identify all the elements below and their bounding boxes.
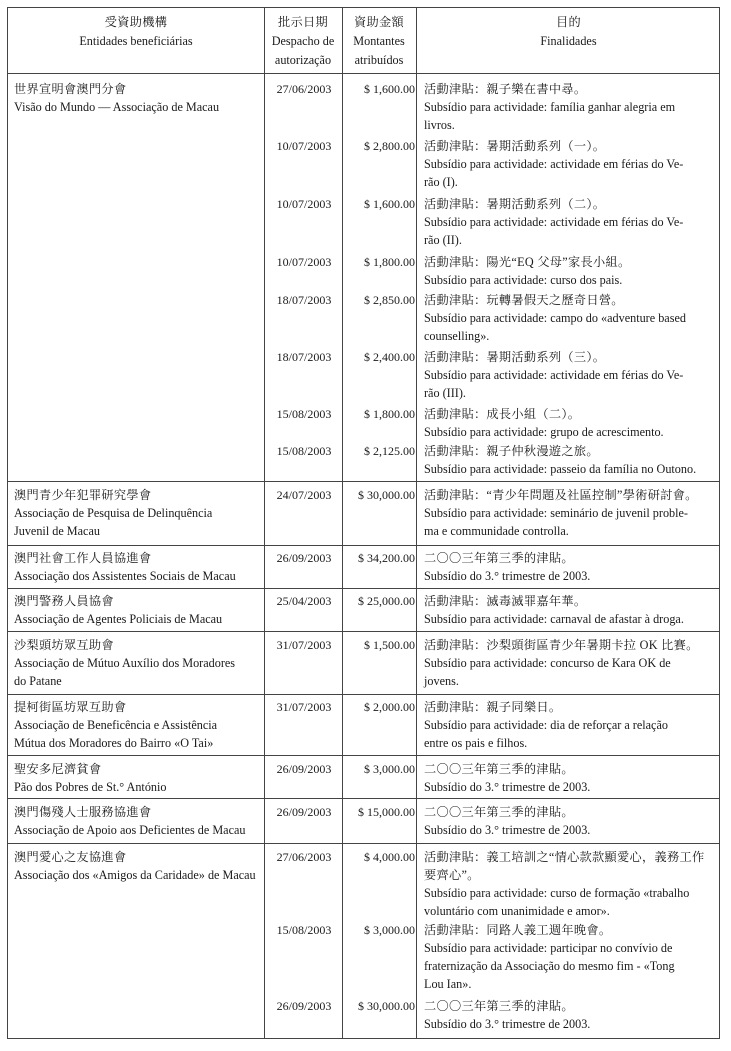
header-entity-zh: 受資助機構 (104, 15, 168, 29)
entity-name-pt: Associação dos Assistentes Sociais de Macau (14, 569, 236, 583)
grant-purpose: Subsídio para actividade: curso de formação «trabalho (424, 886, 690, 900)
entity-name-pt: Mútua dos Moradores do Bairro «O Tai» (14, 736, 214, 750)
grant-purpose: livros. (424, 118, 455, 132)
grant-purpose: Subsídio do 3.° trimestre de 2003. (424, 823, 591, 837)
grant-amount: $ 25,000.00 (358, 594, 415, 608)
header-divider (8, 73, 719, 74)
grant-purpose: 活動津貼：親子同樂日。 (424, 700, 562, 714)
grant-date: 25/04/2003 (276, 594, 332, 608)
entity-name-zh: 澳門傷殘人士服務協進會 (14, 805, 152, 819)
row-divider (8, 755, 719, 756)
grant-purpose: rão (I). (424, 175, 458, 189)
grant-amount: $ 4,000.00 (364, 850, 415, 864)
entity-name-pt: Pão dos Pobres de St.° António (14, 780, 167, 794)
row-divider (8, 631, 719, 632)
grant-amount: $ 2,850.00 (364, 293, 415, 307)
grant-purpose: ma e communidade controlla. (424, 524, 569, 538)
grants-table (7, 7, 720, 1039)
header-amount-pt-1: Montantes (353, 34, 405, 48)
grant-purpose: Subsídio do 3.° trimestre de 2003. (424, 569, 591, 583)
grant-purpose: Subsídio para actividade: seminário de juvenil proble- (424, 506, 688, 520)
grant-purpose: 活動津貼：暑期活動系列（三）。 (424, 350, 606, 364)
row-divider (8, 545, 719, 546)
grant-purpose: Subsídio para actividade: dia de reforçar a relação (424, 718, 668, 732)
grant-date: 10/07/2003 (276, 139, 332, 153)
column-divider (416, 8, 417, 1038)
grant-purpose: 活動津貼：滅毒滅罪嘉年華。 (424, 594, 587, 608)
header-date-pt-1: Despacho de (271, 34, 335, 48)
row-divider (8, 843, 719, 844)
grant-amount: $ 30,000.00 (358, 488, 415, 502)
header-purpose-pt: Finalidades (540, 34, 597, 48)
entity-name-zh: 沙梨頭坊眾互助會 (14, 638, 114, 652)
grant-purpose: Subsídio para actividade: concurso de Kara OK de (424, 656, 671, 670)
header-date-zh: 批示日期 (278, 15, 328, 29)
grant-amount: $ 2,125.00 (364, 444, 415, 458)
grant-purpose: rão (III). (424, 386, 466, 400)
grant-date: 31/07/2003 (276, 700, 332, 714)
entity-name-pt: Associação de Mútuo Auxílio dos Moradores (14, 656, 236, 670)
entity-name-pt: Associação dos «Amigos da Caridade» de Macau (14, 868, 256, 882)
header-purpose-zh: 目的 (556, 15, 581, 29)
grant-purpose: counselling». (424, 329, 490, 343)
grant-purpose: 活動津貼：沙梨頭街區青少年暑期卡拉 OK 比賽。 (424, 638, 699, 652)
grant-amount: $ 1,600.00 (364, 82, 415, 96)
header-date-pt-2: autorização (274, 53, 332, 67)
grant-purpose: 要齊心”。 (424, 868, 480, 882)
grant-amount: $ 1,800.00 (364, 407, 415, 421)
grant-purpose: 活動津貼：陽光“EQ 父母”家長小組。 (424, 255, 631, 269)
entity-name-zh: 聖安多尼濟貧會 (14, 762, 102, 776)
grant-amount: $ 15,000.00 (358, 805, 415, 819)
grant-date: 24/07/2003 (276, 488, 332, 502)
grant-date: 26/09/2003 (276, 999, 332, 1013)
grant-purpose: Subsídio para actividade: passeio da família no Outono. (424, 462, 697, 476)
entity-name-pt: do Patane (14, 674, 62, 688)
grant-purpose: rão (II). (424, 233, 462, 247)
header-amount-zh: 資助金額 (354, 15, 404, 29)
grant-date: 10/07/2003 (276, 255, 332, 269)
column-divider (264, 8, 265, 1038)
grant-purpose: Subsídio para actividade: participar no convívio de (424, 941, 673, 955)
grant-purpose: 活動津貼：同路人義工週年晚會。 (424, 923, 612, 937)
grant-amount: $ 2,800.00 (364, 139, 415, 153)
grant-amount: $ 30,000.00 (358, 999, 415, 1013)
entity-name-pt: Associação de Agentes Policiais de Macau (14, 612, 223, 626)
row-divider (8, 694, 719, 695)
grant-purpose: entre os pais e filhos. (424, 736, 528, 750)
entity-name-zh: 澳門青少年犯罪研究學會 (14, 488, 152, 502)
grant-date: 31/07/2003 (276, 638, 332, 652)
column-divider (342, 8, 343, 1038)
grant-amount: $ 34,200.00 (358, 551, 415, 565)
grant-purpose: 活動津貼：“青少年問題及社區控制”學術研討會。 (424, 488, 698, 502)
grant-purpose: 活動津貼：親子仲秋漫遊之旅。 (424, 444, 599, 458)
entity-name-pt: Associação de Pesquisa de Delinquência (14, 506, 213, 520)
grant-date: 26/09/2003 (276, 805, 332, 819)
grant-purpose: 二〇〇三年第三季的津貼。 (424, 762, 574, 776)
grant-purpose: 活動津貼：義工培訓之“情心款款顯愛心，義務工作 (424, 850, 705, 864)
grant-amount: $ 1,500.00 (364, 638, 415, 652)
grant-purpose: fraternização da Associação do mesmo fim - «Tong (424, 959, 675, 973)
entity-name-pt: Juvenil de Macau (14, 524, 100, 538)
grant-amount: $ 2,000.00 (364, 700, 415, 714)
row-divider (8, 588, 719, 589)
entity-name-zh: 澳門社會工作人員協進會 (14, 551, 152, 565)
grant-date: 15/08/2003 (276, 444, 332, 458)
grant-purpose: 活動津貼：玩轉暑假天之歷奇日營。 (424, 293, 624, 307)
header-amount-pt-2: atribuídos (354, 53, 404, 67)
grant-date: 27/06/2003 (276, 82, 332, 96)
entity-name-pt: Visão do Mundo — Associação de Macau (14, 100, 220, 114)
grant-date: 15/08/2003 (276, 923, 332, 937)
entity-name-zh: 世界宣明會澳門分會 (14, 82, 127, 96)
grant-date: 15/08/2003 (276, 407, 332, 421)
grant-date: 18/07/2003 (276, 350, 332, 364)
grant-date: 26/09/2003 (276, 551, 332, 565)
grant-purpose: Subsídio do 3.° trimestre de 2003. (424, 1017, 591, 1031)
grant-purpose: Subsídio para actividade: actividade em férias do Ve- (424, 215, 684, 229)
grant-purpose: 活動津貼：暑期活動系列（一）。 (424, 139, 606, 153)
grant-purpose: Subsídio para actividade: campo do «adventure based (424, 311, 686, 325)
entity-name-zh: 提柯街區坊眾互助會 (14, 700, 127, 714)
grant-amount: $ 3,000.00 (364, 762, 415, 776)
entity-name-pt: Associação de Apoio aos Deficientes de Macau (14, 823, 246, 837)
grant-purpose: Subsídio para actividade: família ganhar alegria em (424, 100, 676, 114)
grant-purpose: 二〇〇三年第三季的津貼。 (424, 805, 574, 819)
grant-purpose: Subsídio para actividade: curso dos pais. (424, 273, 623, 287)
grant-date: 18/07/2003 (276, 293, 332, 307)
row-divider (8, 798, 719, 799)
grant-amount: $ 1,800.00 (364, 255, 415, 269)
entity-name-pt: Associação de Beneficência e Assistência (14, 718, 218, 732)
entity-name-zh: 澳門愛心之友協進會 (14, 850, 127, 864)
grant-purpose: Subsídio para actividade: grupo de acrescimento. (424, 425, 664, 439)
grant-purpose: jovens. (424, 674, 459, 688)
grant-purpose: Subsídio para actividade: actividade em férias do Ve- (424, 157, 684, 171)
grant-purpose: Lou Ian». (424, 977, 472, 991)
header-entity-pt: Entidades beneficiárias (79, 34, 193, 48)
grant-amount: $ 1,600.00 (364, 197, 415, 211)
grant-purpose: Subsídio para actividade: actividade em férias do Ve- (424, 368, 684, 382)
entity-name-zh: 澳門警務人員協會 (14, 594, 114, 608)
grant-purpose: 活動津貼：暑期活動系列（二）。 (424, 197, 606, 211)
grant-purpose: Subsídio para actividade: carnaval de afastar à droga. (424, 612, 684, 626)
grant-amount: $ 3,000.00 (364, 923, 415, 937)
grant-purpose: 活動津貼：成長小組（二）。 (424, 407, 581, 421)
grant-purpose: 活動津貼：親子樂在書中尋。 (424, 82, 587, 96)
grant-purpose: Subsídio do 3.° trimestre de 2003. (424, 780, 591, 794)
grant-purpose: voluntário com unanimidade e amor». (424, 904, 610, 918)
grant-amount: $ 2,400.00 (364, 350, 415, 364)
row-divider (8, 481, 719, 482)
grant-date: 10/07/2003 (276, 197, 332, 211)
grant-date: 26/09/2003 (276, 762, 332, 776)
grant-purpose: 二〇〇三年第三季的津貼。 (424, 551, 574, 565)
grant-purpose: 二〇〇三年第三季的津貼。 (424, 999, 574, 1013)
grant-date: 27/06/2003 (276, 850, 332, 864)
